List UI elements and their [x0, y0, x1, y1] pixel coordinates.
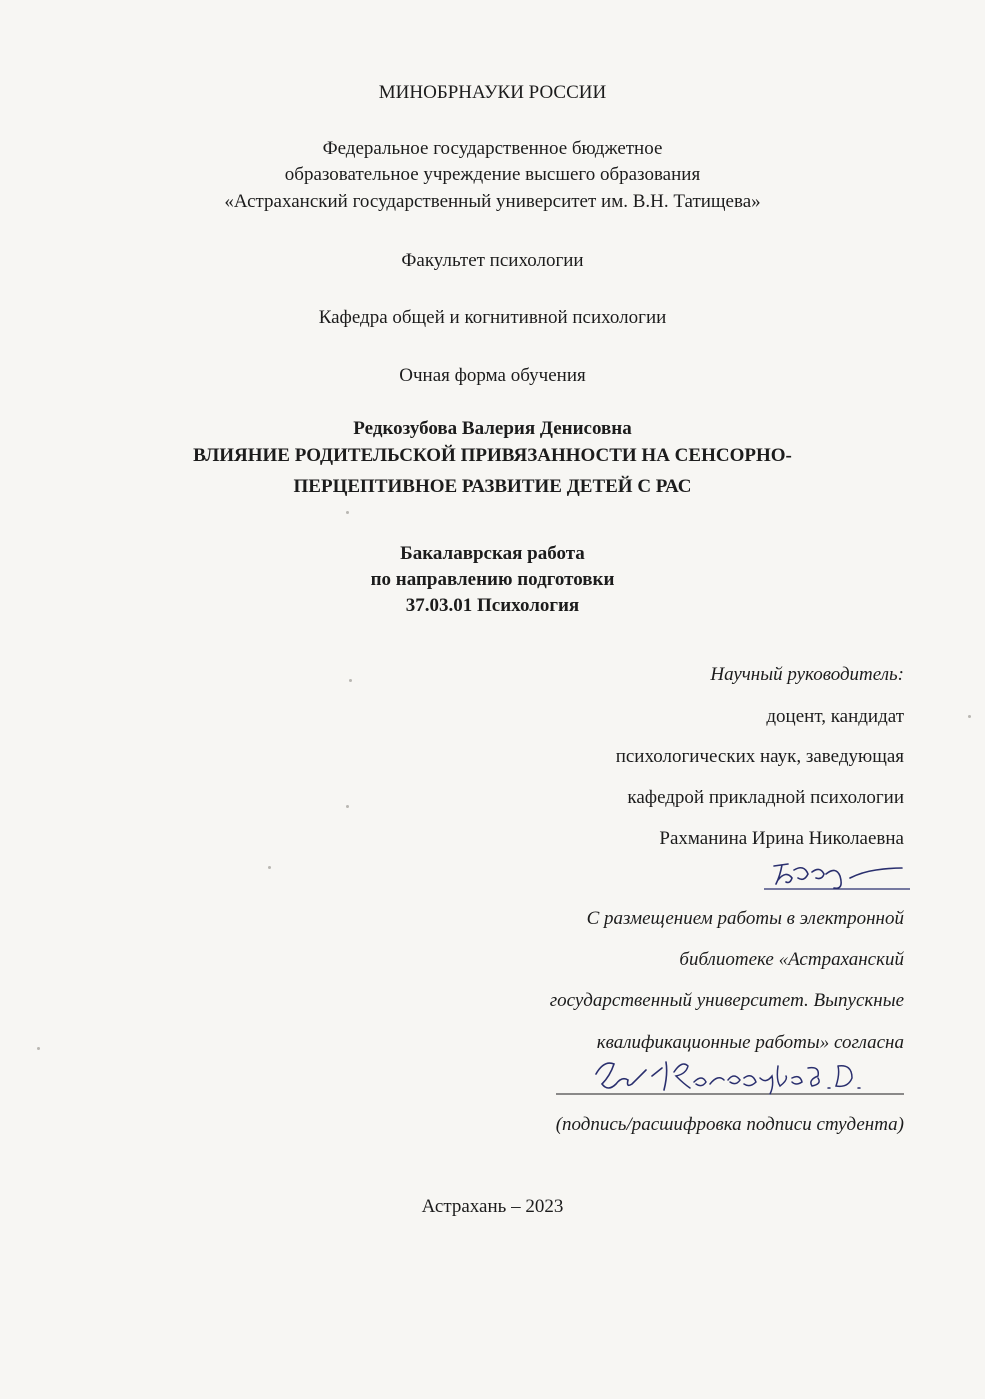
- consent-line-2: библиотеке «Астраханский: [679, 949, 904, 970]
- signature-caption: (подпись/расшифровка подписи студента): [555, 1114, 904, 1135]
- institution-line-3: «Астраханский государственный университет им. В.Н. Татищева»: [224, 191, 761, 212]
- institution-line-1: Федеральное государственное бюджетное: [322, 138, 663, 159]
- ministry-label: МИНОБРНАУКИ РОССИИ: [378, 82, 607, 103]
- institution-line-2: образовательное учреждение высшего образования: [284, 164, 701, 185]
- scan-speck: [37, 1047, 40, 1050]
- consent-line-3: государственный университет. Выпускные: [549, 990, 904, 1011]
- scan-speck: [968, 715, 971, 718]
- department-label: Кафедра общей и когнитивной психологии: [318, 307, 667, 328]
- supervisor-title-line-3: кафедрой прикладной психологии: [627, 787, 904, 808]
- scan-speck: [268, 866, 271, 869]
- supervisor-title-line-1: доцент, кандидат: [766, 706, 904, 727]
- work-type-label: Бакалаврская работа: [400, 543, 585, 564]
- faculty-label: Факультет психологии: [401, 250, 584, 271]
- direction-label: по направлению подготовки: [370, 569, 615, 590]
- direction-code: 37.03.01 Психология: [405, 595, 580, 616]
- supervisor-heading: Научный руководитель:: [710, 664, 904, 685]
- thesis-title-line-2: ПЕРЦЕПТИВНОЕ РАЗВИТИЕ ДЕТЕЙ С РАС: [293, 476, 692, 497]
- scan-speck: [349, 679, 352, 682]
- city-year: Астрахань – 2023: [421, 1196, 564, 1217]
- scan-speck: [346, 805, 349, 808]
- supervisor-name: Рахманина Ирина Николаевна: [659, 828, 904, 849]
- consent-line-4: квалификационные работы» согласна: [596, 1032, 904, 1053]
- supervisor-title-line-2: психологических наук, заведующая: [615, 746, 904, 767]
- student-signature: [556, 1054, 906, 1104]
- thesis-title-line-1: ВЛИЯНИЕ РОДИТЕЛЬСКОЙ ПРИВЯЗАННОСТИ НА СЕНСОРНО-: [193, 445, 792, 466]
- supervisor-signature: [764, 856, 914, 894]
- author-name: Редкозубова Валерия Денисовна: [353, 418, 632, 439]
- study-form-label: Очная форма обучения: [399, 365, 586, 386]
- consent-line-1: С размещением работы в электронной: [586, 908, 904, 929]
- scan-speck: [346, 511, 349, 514]
